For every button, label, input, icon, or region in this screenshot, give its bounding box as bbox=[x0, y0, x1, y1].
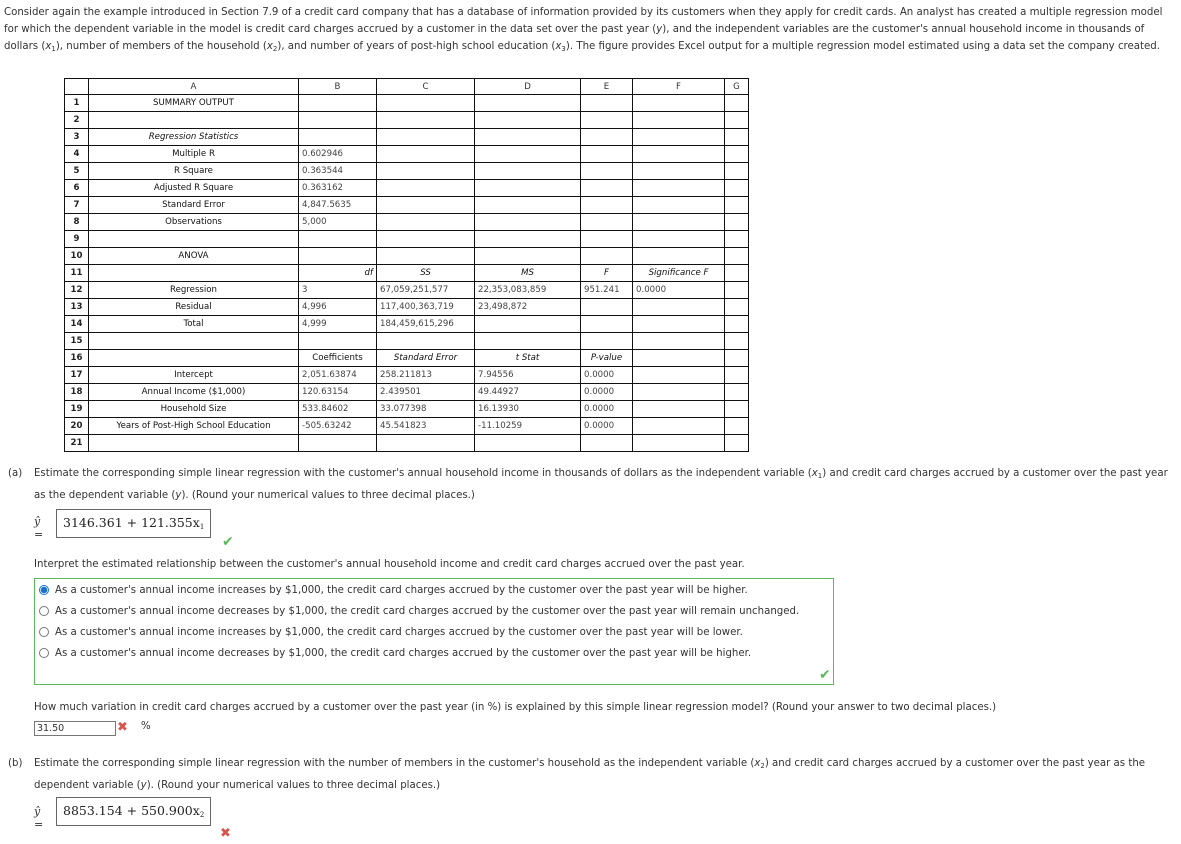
table-cell bbox=[725, 265, 749, 282]
table-cell: SUMMARY OUTPUT bbox=[89, 95, 299, 112]
choice-option[interactable]: As a customer's annual income increases by $1,000, the credit card charges accrued by the customer over the past year will be higher. bbox=[39, 585, 748, 596]
table-cell: R Square bbox=[89, 163, 299, 180]
table-cell bbox=[725, 435, 749, 452]
table-cell bbox=[581, 146, 633, 163]
row-number: 13 bbox=[65, 299, 89, 316]
table-cell bbox=[581, 248, 633, 265]
radio-icon[interactable] bbox=[39, 627, 49, 637]
table-row bbox=[65, 180, 749, 197]
table-cell bbox=[633, 316, 725, 333]
part-b-answer-box[interactable]: $8853.154 + 550.900x_2$ bbox=[56, 797, 211, 826]
row-number: 5 bbox=[65, 163, 89, 180]
yhat-label: ŷ = bbox=[34, 805, 44, 831]
table-cell bbox=[475, 316, 581, 333]
table-cell bbox=[633, 401, 725, 418]
row-number: 10 bbox=[65, 248, 89, 265]
table-cell: 0.0000 bbox=[581, 401, 633, 418]
table-cell bbox=[89, 231, 299, 248]
table-cell bbox=[581, 129, 633, 146]
table-cell bbox=[581, 231, 633, 248]
yhat-label: ŷ = bbox=[34, 515, 44, 541]
table-cell: Household Size bbox=[89, 401, 299, 418]
column-header: A bbox=[89, 79, 299, 95]
table-cell bbox=[89, 333, 299, 350]
table-cell bbox=[377, 146, 475, 163]
table-cell bbox=[377, 248, 475, 265]
table-cell: P-value bbox=[581, 350, 633, 367]
table-row bbox=[65, 265, 749, 282]
column-header: G bbox=[725, 79, 749, 95]
choice-option[interactable]: As a customer's annual income increases by $1,000, the credit card charges accrued by the customer over the past year will be lower. bbox=[39, 627, 743, 638]
table-cell bbox=[377, 112, 475, 129]
table-cell: -11.10259 bbox=[475, 418, 581, 435]
table-cell: Intercept bbox=[89, 367, 299, 384]
table-cell bbox=[377, 163, 475, 180]
table-cell bbox=[89, 435, 299, 452]
part-a-answer-box[interactable]: $3146.361 + 121.355x_1$ bbox=[56, 509, 211, 538]
table-cell bbox=[633, 163, 725, 180]
percent-label: % bbox=[141, 721, 151, 732]
table-cell bbox=[725, 248, 749, 265]
table-cell bbox=[725, 333, 749, 350]
table-cell bbox=[633, 231, 725, 248]
row-number: 18 bbox=[65, 384, 89, 401]
variation-prompt: How much variation in credit card charges accrued by a customer over the past year (in %) is explained by this simple linear regression model? (Round your answer to two decimal places.) bbox=[34, 702, 997, 713]
column-header: C bbox=[377, 79, 475, 95]
table-row bbox=[65, 435, 749, 452]
radio-selected-icon[interactable] bbox=[39, 585, 49, 595]
table-cell: 117,400,363,719 bbox=[377, 299, 475, 316]
table-cell: 16.13930 bbox=[475, 401, 581, 418]
table-cell bbox=[725, 95, 749, 112]
column-header: D bbox=[475, 79, 581, 95]
table-cell bbox=[725, 112, 749, 129]
table-cell bbox=[581, 299, 633, 316]
table-cell bbox=[377, 95, 475, 112]
table-row bbox=[65, 350, 749, 367]
cross-icon: ✖ bbox=[117, 720, 128, 735]
table-cell bbox=[725, 316, 749, 333]
table-cell: Residual bbox=[89, 299, 299, 316]
table-cell bbox=[475, 180, 581, 197]
table-cell bbox=[581, 180, 633, 197]
table-cell: 0.363544 bbox=[299, 163, 377, 180]
row-number: 4 bbox=[65, 146, 89, 163]
table-cell bbox=[299, 112, 377, 129]
table-row bbox=[65, 129, 749, 146]
table-cell: 184,459,615,296 bbox=[377, 316, 475, 333]
table-row bbox=[65, 384, 749, 401]
column-header: B bbox=[299, 79, 377, 95]
table-cell bbox=[377, 214, 475, 231]
table-cell bbox=[633, 350, 725, 367]
table-cell bbox=[633, 333, 725, 350]
row-number: 17 bbox=[65, 367, 89, 384]
table-cell: 258.211813 bbox=[377, 367, 475, 384]
table-cell bbox=[725, 214, 749, 231]
table-cell bbox=[633, 129, 725, 146]
interpret-choices bbox=[34, 578, 834, 685]
table-cell: 2,051.63874 bbox=[299, 367, 377, 384]
table-cell: 2.439501 bbox=[377, 384, 475, 401]
table-cell bbox=[581, 316, 633, 333]
part-a-label: (a) bbox=[8, 468, 23, 479]
row-number: 9 bbox=[65, 231, 89, 248]
table-cell bbox=[633, 214, 725, 231]
table-cell bbox=[633, 418, 725, 435]
table-cell: 4,996 bbox=[299, 299, 377, 316]
table-cell bbox=[633, 299, 725, 316]
table-cell bbox=[633, 197, 725, 214]
table-row bbox=[65, 316, 749, 333]
table-cell bbox=[475, 248, 581, 265]
row-number: 20 bbox=[65, 418, 89, 435]
table-cell: 5,000 bbox=[299, 214, 377, 231]
table-cell: 33.077398 bbox=[377, 401, 475, 418]
table-cell: 45.541823 bbox=[377, 418, 475, 435]
table-cell bbox=[299, 248, 377, 265]
excel-output-table bbox=[64, 78, 749, 452]
table-cell bbox=[377, 435, 475, 452]
table-cell: 120.63154 bbox=[299, 384, 377, 401]
column-header: E bbox=[581, 79, 633, 95]
table-cell bbox=[475, 163, 581, 180]
table-cell bbox=[377, 197, 475, 214]
table-cell: 7.94556 bbox=[475, 367, 581, 384]
table-cell: 49.44927 bbox=[475, 384, 581, 401]
table-cell bbox=[633, 95, 725, 112]
table-cell: 23,498,872 bbox=[475, 299, 581, 316]
table-cell bbox=[725, 146, 749, 163]
table-row bbox=[65, 231, 749, 248]
table-row bbox=[65, 333, 749, 350]
table-cell: Standard Error bbox=[377, 350, 475, 367]
table-cell: Adjusted R Square bbox=[89, 180, 299, 197]
table-cell bbox=[475, 146, 581, 163]
choice-option[interactable]: As a customer's annual income decreases by $1,000, the credit card charges accrued by the customer over the past year will be higher. bbox=[39, 648, 751, 659]
table-cell bbox=[581, 163, 633, 180]
table-cell: 0.0000 bbox=[581, 367, 633, 384]
table-cell: Standard Error bbox=[89, 197, 299, 214]
table-cell bbox=[299, 129, 377, 146]
table-cell bbox=[581, 214, 633, 231]
table-cell bbox=[633, 146, 725, 163]
part-b-label: (b) bbox=[8, 758, 23, 769]
table-cell bbox=[299, 231, 377, 248]
problem-intro: Consider again the example introduced in Section 7.9 of a credit card company that has a database of information provided by its customers when they apply for credit cards. An analyst has created a multiple regression model for which the dependent variable in the model is credit card charges accrued by a customer in the data set over the past year (y), and the independent variables are the customer's annual household income in thousands of dollars $(x_1)$, number of members of the household $(x_2)$, and number of years of post-high school education $(x_3)$. The figure provides Excel output for a multiple regression model estimated using a data set the company created. bbox=[4, 7, 1163, 53]
table-cell: 0.0000 bbox=[581, 384, 633, 401]
row-number: 2 bbox=[65, 112, 89, 129]
choice-option[interactable]: As a customer's annual income decreases by $1,000, the credit card charges accrued by the customer over the past year will remain unchanged. bbox=[39, 606, 799, 617]
table-cell: 0.363162 bbox=[299, 180, 377, 197]
table-cell: -505.63242 bbox=[299, 418, 377, 435]
table-row bbox=[65, 299, 749, 316]
row-number: 3 bbox=[65, 129, 89, 146]
table-row bbox=[65, 163, 749, 180]
row-number: 6 bbox=[65, 180, 89, 197]
table-cell: 533.84602 bbox=[299, 401, 377, 418]
table-cell bbox=[475, 95, 581, 112]
table-cell bbox=[475, 112, 581, 129]
table-cell bbox=[725, 180, 749, 197]
table-cell bbox=[89, 112, 299, 129]
table-cell bbox=[633, 367, 725, 384]
table-cell bbox=[377, 180, 475, 197]
table-row bbox=[65, 214, 749, 231]
table-cell bbox=[581, 435, 633, 452]
column-header-row bbox=[65, 79, 749, 95]
table-cell bbox=[725, 299, 749, 316]
table-cell bbox=[299, 435, 377, 452]
table-cell bbox=[725, 163, 749, 180]
table-cell: F bbox=[581, 265, 633, 282]
table-cell bbox=[89, 265, 299, 282]
table-cell bbox=[299, 333, 377, 350]
table-cell bbox=[725, 129, 749, 146]
row-number: 7 bbox=[65, 197, 89, 214]
table-cell bbox=[377, 333, 475, 350]
table-cell bbox=[89, 350, 299, 367]
table-cell: 951.241 bbox=[581, 282, 633, 299]
row-number: 19 bbox=[65, 401, 89, 418]
table-cell bbox=[581, 112, 633, 129]
table-row bbox=[65, 401, 749, 418]
table-cell: Regression Statistics bbox=[89, 129, 299, 146]
radio-icon[interactable] bbox=[39, 648, 49, 658]
table-cell bbox=[725, 231, 749, 248]
corner-cell bbox=[65, 79, 89, 95]
table-cell: 4,847.5635 bbox=[299, 197, 377, 214]
table-cell bbox=[377, 231, 475, 248]
table-row bbox=[65, 112, 749, 129]
table-cell bbox=[725, 418, 749, 435]
table-cell bbox=[633, 180, 725, 197]
table-cell: MS bbox=[475, 265, 581, 282]
table-cell: 67,059,251,577 bbox=[377, 282, 475, 299]
row-number: 1 bbox=[65, 95, 89, 112]
sheet-body bbox=[65, 95, 749, 452]
table-cell bbox=[633, 112, 725, 129]
table-cell bbox=[725, 367, 749, 384]
table-row bbox=[65, 146, 749, 163]
table-cell: Annual Income ($1,000) bbox=[89, 384, 299, 401]
table-cell: 3 bbox=[299, 282, 377, 299]
row-number: 8 bbox=[65, 214, 89, 231]
table-cell: Total bbox=[89, 316, 299, 333]
table-row bbox=[65, 282, 749, 299]
table-cell bbox=[725, 401, 749, 418]
table-cell: SS bbox=[377, 265, 475, 282]
table-cell: df bbox=[299, 265, 377, 282]
table-cell bbox=[475, 435, 581, 452]
column-header: F bbox=[633, 79, 725, 95]
table-cell: Years of Post-High School Education bbox=[89, 418, 299, 435]
table-cell: Observations bbox=[89, 214, 299, 231]
table-cell bbox=[475, 129, 581, 146]
row-number: 21 bbox=[65, 435, 89, 452]
table-cell: Coefficients bbox=[299, 350, 377, 367]
table-cell: Significance F bbox=[633, 265, 725, 282]
table-cell bbox=[633, 435, 725, 452]
table-cell bbox=[475, 231, 581, 248]
radio-icon[interactable] bbox=[39, 606, 49, 616]
table-cell: t Stat bbox=[475, 350, 581, 367]
variation-input[interactable]: 31.50 bbox=[34, 721, 116, 736]
table-cell: 0.0000 bbox=[581, 418, 633, 435]
part-a-question: (a) Estimate the corresponding simple linear regression with the customer's annual household income in thousands of dollars as the independent variable $(x_1)$ and credit card charges accrued by a customer over the past year as the dependent variable (y). (Round your numerical values to three decimal places.) bbox=[8, 464, 1174, 505]
table-row bbox=[65, 248, 749, 265]
row-number: 16 bbox=[65, 350, 89, 367]
cross-icon: ✖ bbox=[220, 826, 231, 841]
table-cell: Regression bbox=[89, 282, 299, 299]
table-cell bbox=[581, 333, 633, 350]
table-cell bbox=[475, 197, 581, 214]
table-cell: Multiple R bbox=[89, 146, 299, 163]
table-cell bbox=[299, 95, 377, 112]
row-number: 15 bbox=[65, 333, 89, 350]
table-cell bbox=[725, 282, 749, 299]
table-row bbox=[65, 418, 749, 435]
table-cell bbox=[475, 214, 581, 231]
table-cell bbox=[725, 350, 749, 367]
table-cell bbox=[633, 248, 725, 265]
table-cell: 22,353,083,859 bbox=[475, 282, 581, 299]
check-icon: ✔ bbox=[819, 667, 831, 683]
part-b-question: (b) Estimate the corresponding simple linear regression with the number of members in the customer's household as the independent variable $(x_2)$ and credit card charges accrued by a customer over the past year as the dependent variable (y). (Round your numerical values to three decimal places.) bbox=[8, 754, 1174, 795]
row-number: 12 bbox=[65, 282, 89, 299]
table-cell bbox=[377, 129, 475, 146]
check-icon: ✔ bbox=[222, 534, 234, 550]
table-cell: ANOVA bbox=[89, 248, 299, 265]
table-row bbox=[65, 197, 749, 214]
table-row bbox=[65, 95, 749, 112]
table-cell bbox=[475, 333, 581, 350]
interpret-prompt: Interpret the estimated relationship between the customer's annual household income and credit card charges accrued over the past year. bbox=[34, 559, 745, 570]
table-cell bbox=[725, 197, 749, 214]
table-cell: 4,999 bbox=[299, 316, 377, 333]
table-cell bbox=[581, 95, 633, 112]
table-cell: 0.0000 bbox=[633, 282, 725, 299]
table-cell bbox=[633, 384, 725, 401]
table-cell: 0.602946 bbox=[299, 146, 377, 163]
row-number: 14 bbox=[65, 316, 89, 333]
table-row bbox=[65, 367, 749, 384]
table-cell bbox=[581, 197, 633, 214]
table-cell bbox=[725, 384, 749, 401]
row-number: 11 bbox=[65, 265, 89, 282]
